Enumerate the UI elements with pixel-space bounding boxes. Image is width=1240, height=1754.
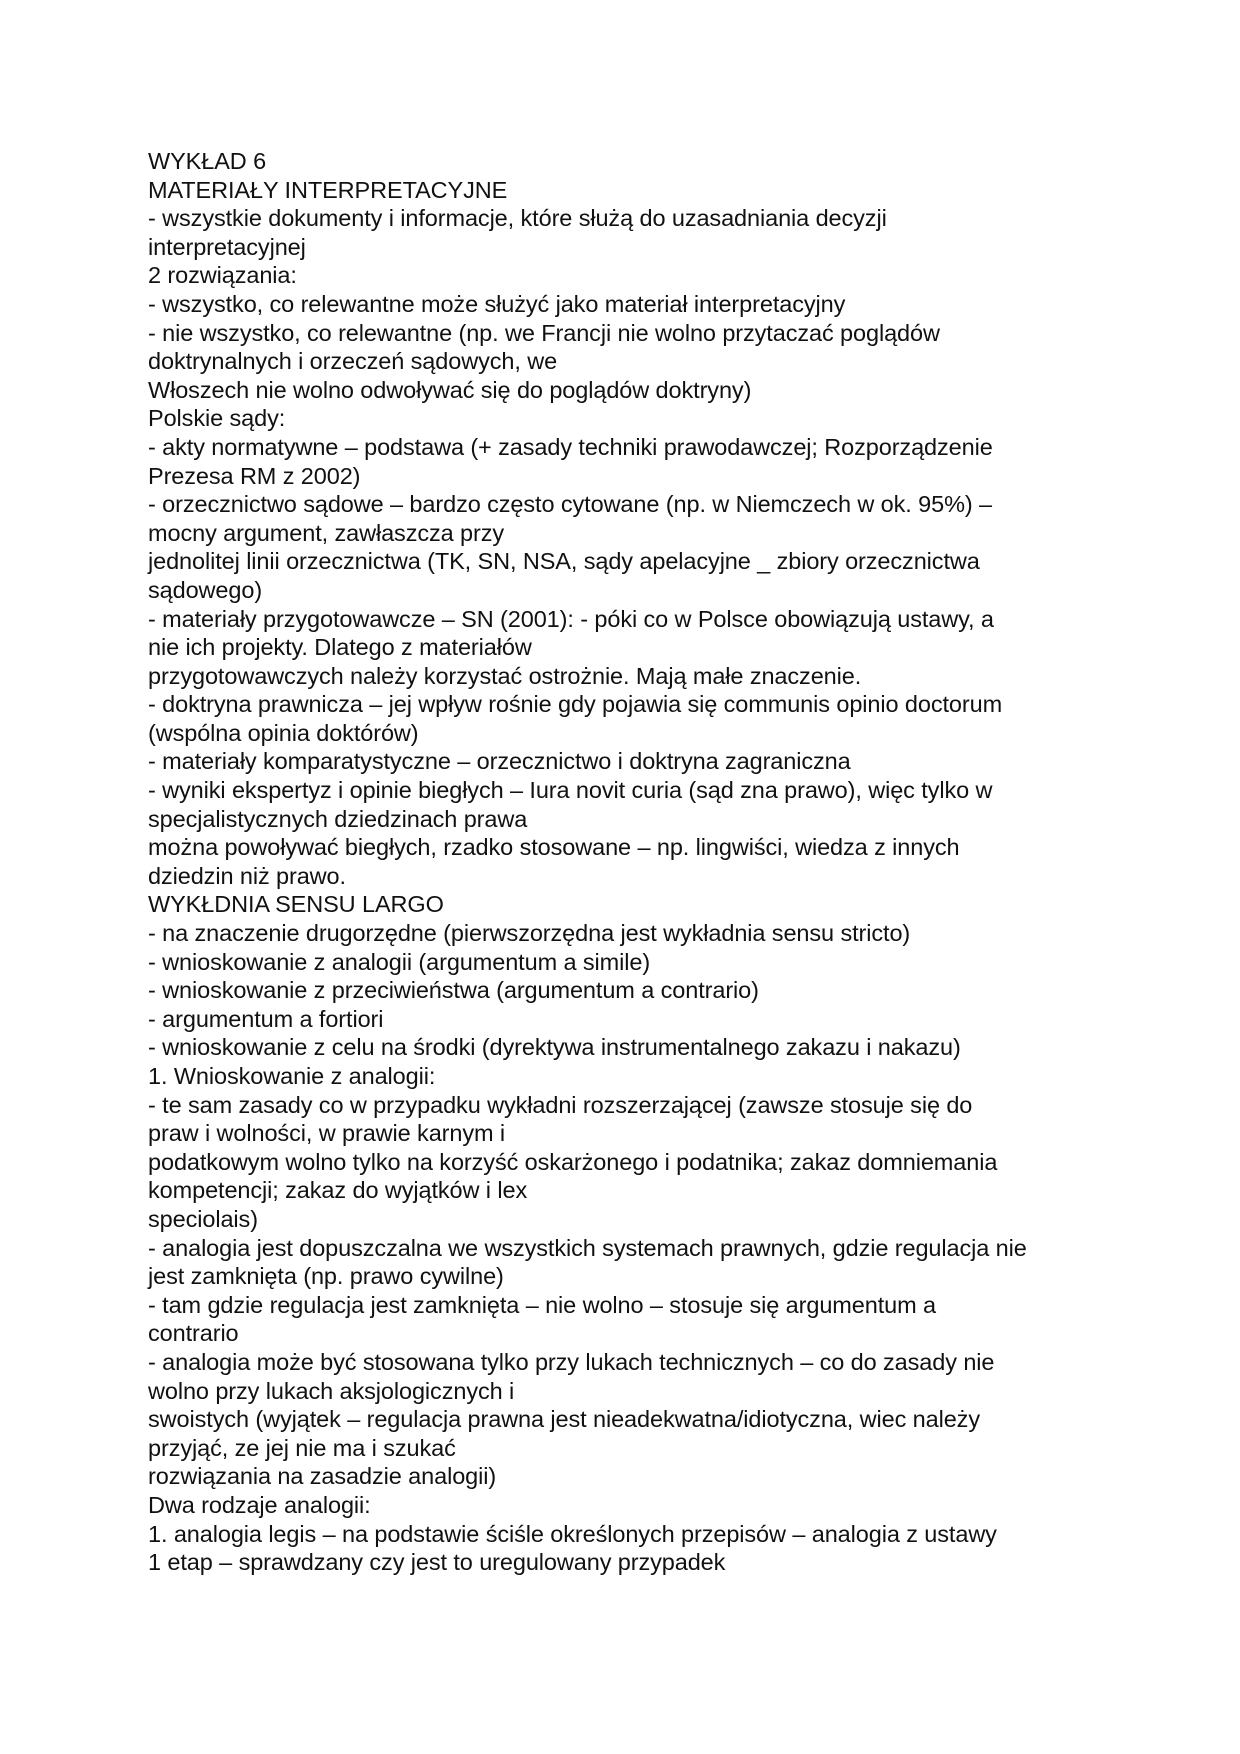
text-line: - orzecznictwo sądowe – bardzo często cytowane (np. w Niemczech w ok. 95%) – xyxy=(148,491,992,518)
text-line: 1 etap – sprawdzany czy jest to uregulowany przypadek xyxy=(148,1549,726,1576)
text-line: kompetencji; zakaz do wyjątków i lex xyxy=(148,1177,528,1204)
text-line: - wszystko, co relewantne może służyć jako materiał interpretacyjny xyxy=(148,290,846,317)
text-line: można powoływać biegłych, rzadko stosowane – np. lingwiści, wiedza z innych xyxy=(148,834,960,861)
document-text xyxy=(148,147,1108,1577)
text-line: 1. Wnioskowanie z analogii: xyxy=(148,1063,436,1089)
heading-lecture-title: WYKŁAD 6 xyxy=(148,148,267,174)
text-line: - wszystkie dokumenty i informacje, które służą do uzasadniania decyzji xyxy=(148,205,887,232)
text-line: podatkowym wolno tylko na korzyść oskarżonego i podatnika; zakaz domniemania xyxy=(148,1148,998,1175)
text-line: interpretacyjnej xyxy=(148,233,306,260)
text-line: - materiały komparatystyczne – orzecznictwo i doktryna zagraniczna xyxy=(148,748,851,775)
text-line: speciolais) xyxy=(148,1205,258,1232)
text-line: nie ich projekty. Dlatego z materiałów xyxy=(148,634,532,661)
text-line: contrario xyxy=(148,1320,239,1347)
text-line: wolno przy lukach aksjologicznych i xyxy=(148,1377,515,1404)
text-line: Prezesa RM z 2002) xyxy=(148,462,361,489)
text-line: Włoszech nie wolno odwoływać się do poglądów doktryny) xyxy=(148,376,752,403)
text-line: przyjąć, ze jej nie ma i szukać xyxy=(148,1434,456,1461)
text-line: - wyniki ekspertyz i opinie biegłych – Iura novit curia (sąd zna prawo), więc tylko w xyxy=(148,777,993,804)
text-line: - doktryna prawnicza – jej wpływ rośnie gdy pojawia się communis opinio doctorum xyxy=(148,691,1003,718)
text-line: sądowego) xyxy=(148,576,263,603)
text-line: - wnioskowanie z celu na środki (dyrektywa instrumentalnego zakazu i nakazu) xyxy=(148,1034,961,1061)
text-line: dziedzin niż prawo. xyxy=(148,862,346,889)
text-line: jest zamknięta (np. prawo cywilne) xyxy=(148,1263,504,1290)
text-line: - na znaczenie drugorzędne (pierwszorzędna jest wykładnia sensu stricto) xyxy=(148,920,911,947)
text-line: 2 rozwiązania: xyxy=(148,262,297,289)
heading-section-sensu-largo: WYKŁDNIA SENSU LARGO xyxy=(148,891,444,918)
text-line: Dwa rodzaje analogii: xyxy=(148,1491,371,1518)
text-line: - analogia może być stosowana tylko przy lukach technicznych – co do zasady nie xyxy=(148,1348,995,1375)
text-line: swoistych (wyjątek – regulacja prawna jest nieadekwatna/idiotyczna, wiec należy xyxy=(148,1406,980,1433)
text-line: - analogia jest dopuszczalna we wszystkich systemach prawnych, gdzie regulacja nie xyxy=(148,1234,1027,1261)
text-line: - akty normatywne – podstawa (+ zasady techniki prawodawczej; Rozporządzenie xyxy=(148,433,993,460)
heading-section-materials: MATERIAŁY INTERPRETACYJNE xyxy=(148,176,508,203)
text-line: (wspólna opinia doktórów) xyxy=(148,719,419,746)
text-line: - materiały przygotowawcze – SN (2001): - póki co w Polsce obowiązują ustawy, a xyxy=(148,605,994,632)
text-line: mocny argument, zawłaszcza przy xyxy=(148,519,505,546)
text-line: - nie wszystko, co relewantne (np. we Francji nie wolno przytaczać poglądów xyxy=(148,319,940,346)
text-line: Polskie sądy: xyxy=(148,405,286,432)
text-line: specjalistycznych dziedzinach prawa xyxy=(148,805,528,832)
text-line: - argumentum a fortiori xyxy=(148,1005,384,1032)
text-line: - wnioskowanie z analogii (argumentum a simile) xyxy=(148,948,651,975)
text-line: jednolitej linii orzecznictwa (TK, SN, NSA, sądy apelacyjne _ zbiory orzecznictwa xyxy=(148,548,980,575)
text-line: - te sam zasady co w przypadku wykładni rozszerzającej (zawsze stosuje się do xyxy=(148,1091,973,1118)
text-line: - tam gdzie regulacja jest zamknięta – nie wolno – stosuje się argumentum a xyxy=(148,1291,936,1318)
text-line: rozwiązania na zasadzie analogii) xyxy=(148,1463,497,1490)
text-line: doktrynalnych i orzeczeń sądowych, we xyxy=(148,348,558,375)
text-line: przygotowawczych należy korzystać ostrożnie. Mają małe znaczenie. xyxy=(148,662,862,689)
text-line: - wnioskowanie z przeciwieństwa (argumentum a contrario) xyxy=(148,977,759,1004)
text-line: praw i wolności, w prawie karnym i xyxy=(148,1120,506,1147)
text-line: 1. analogia legis – na podstawie ściśle określonych przepisów – analogia z ustawy xyxy=(148,1520,997,1547)
